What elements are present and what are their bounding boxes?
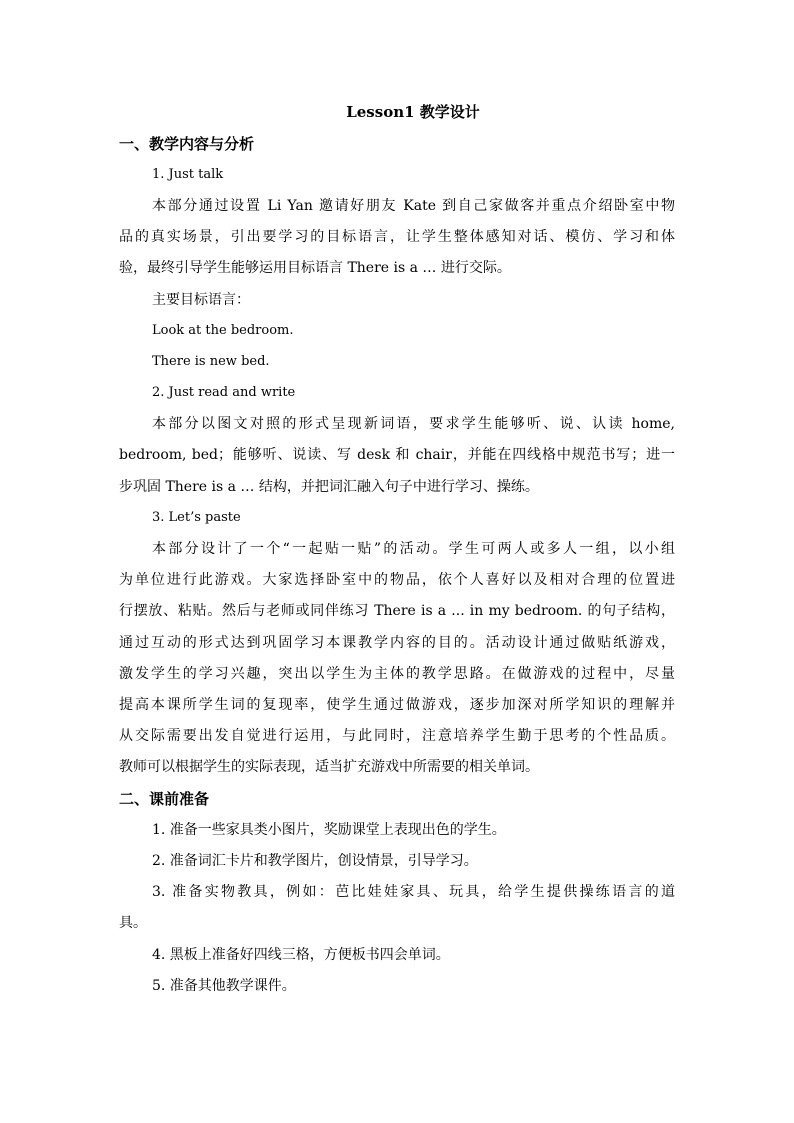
preparation-item: 1. 准备一些家具类小图片，奖励课堂上表现出色的学生。 [152, 822, 506, 838]
target-sentence: Look at the bedroom. [152, 323, 294, 338]
preparation-item: 4. 黑板上准备好四线三格，方便板书四会单词。 [152, 947, 450, 963]
part-label-just-talk: 1. Just talk [152, 167, 224, 182]
part-label-read-write: 2. Just read and write [152, 385, 296, 400]
target-language-heading: 主要目标语言： [152, 292, 250, 308]
paragraph-line: 为单位进行此游戏。大家选择卧室中的物品，依个人喜好以及相对合理的位置进 [119, 572, 675, 588]
preparation-item-continuation: 具。 [119, 915, 147, 931]
target-sentence: There is new bed. [152, 354, 270, 369]
paragraph-line: bedroom, bed；能够听、说读、写 desk 和 chair，并能在四线格中规范书写；进一 [119, 447, 675, 463]
section-heading-preparation: 二、课前准备 [119, 790, 210, 808]
paragraph-line: 步巩固 There is a … 结构，并把词汇融入句子中进行学习、操练。 [119, 479, 539, 495]
paragraph-line: 验，最终引导学生能够运用目标语言 There is a … 进行交际。 [119, 260, 511, 276]
paragraph-line: 本部分设计了一个“一起贴一贴”的活动。学生可两人或多人一组，以小组 [152, 541, 675, 557]
paragraph-line: 激发学生的学习兴趣，突出以学生为主体的教学思路。在做游戏的过程中，尽量 [119, 666, 675, 682]
paragraph-line: 行摆放、粘贴。然后与老师或同伴练习 There is a ... in my bedroom. 的句子结构， [119, 603, 675, 619]
paragraph-line: 本部分通过设置 Li Yan 邀请好朋友 Kate 到自己家做客并重点介绍卧室中物 [152, 198, 675, 214]
paragraph-line: 通过互动的形式达到巩固学习本课教学内容的目的。活动设计通过做贴纸游戏， [119, 635, 675, 651]
preparation-item: 2. 准备词汇卡片和教学图片，创设情景，引导学习。 [152, 853, 478, 869]
paragraph-line: 本部分以图文对照的形式呈现新词语，要求学生能够听、说、认读 home, [152, 416, 675, 432]
paragraph-line: 从交际需要出发自觉进行运用，与此同时，注意培养学生勤于思考的个性品质。 [119, 728, 675, 744]
paragraph-line: 教师可以根据学生的实际表现，适当扩充游戏中所需要的相关单词。 [119, 759, 539, 775]
paragraph-line: 提高本课所学生词的复现率，使学生通过做游戏，逐步加深对所学知识的理解并 [119, 697, 675, 713]
part-label-lets-paste: 3. Let’s paste [152, 510, 241, 525]
paragraph-line: 品的真实场景，引出要学习的目标语言，让学生整体感知对话、模仿、学习和体 [119, 229, 675, 245]
preparation-item: 3. 准备实物教具，例如：芭比娃娃家具、玩具，给学生提供操练语言的道 [152, 884, 675, 900]
document-title: Lesson1 教学设计 [346, 103, 480, 121]
section-heading-content-analysis: 一、教学内容与分析 [119, 135, 255, 153]
preparation-item: 5. 准备其他教学课件。 [152, 978, 296, 994]
